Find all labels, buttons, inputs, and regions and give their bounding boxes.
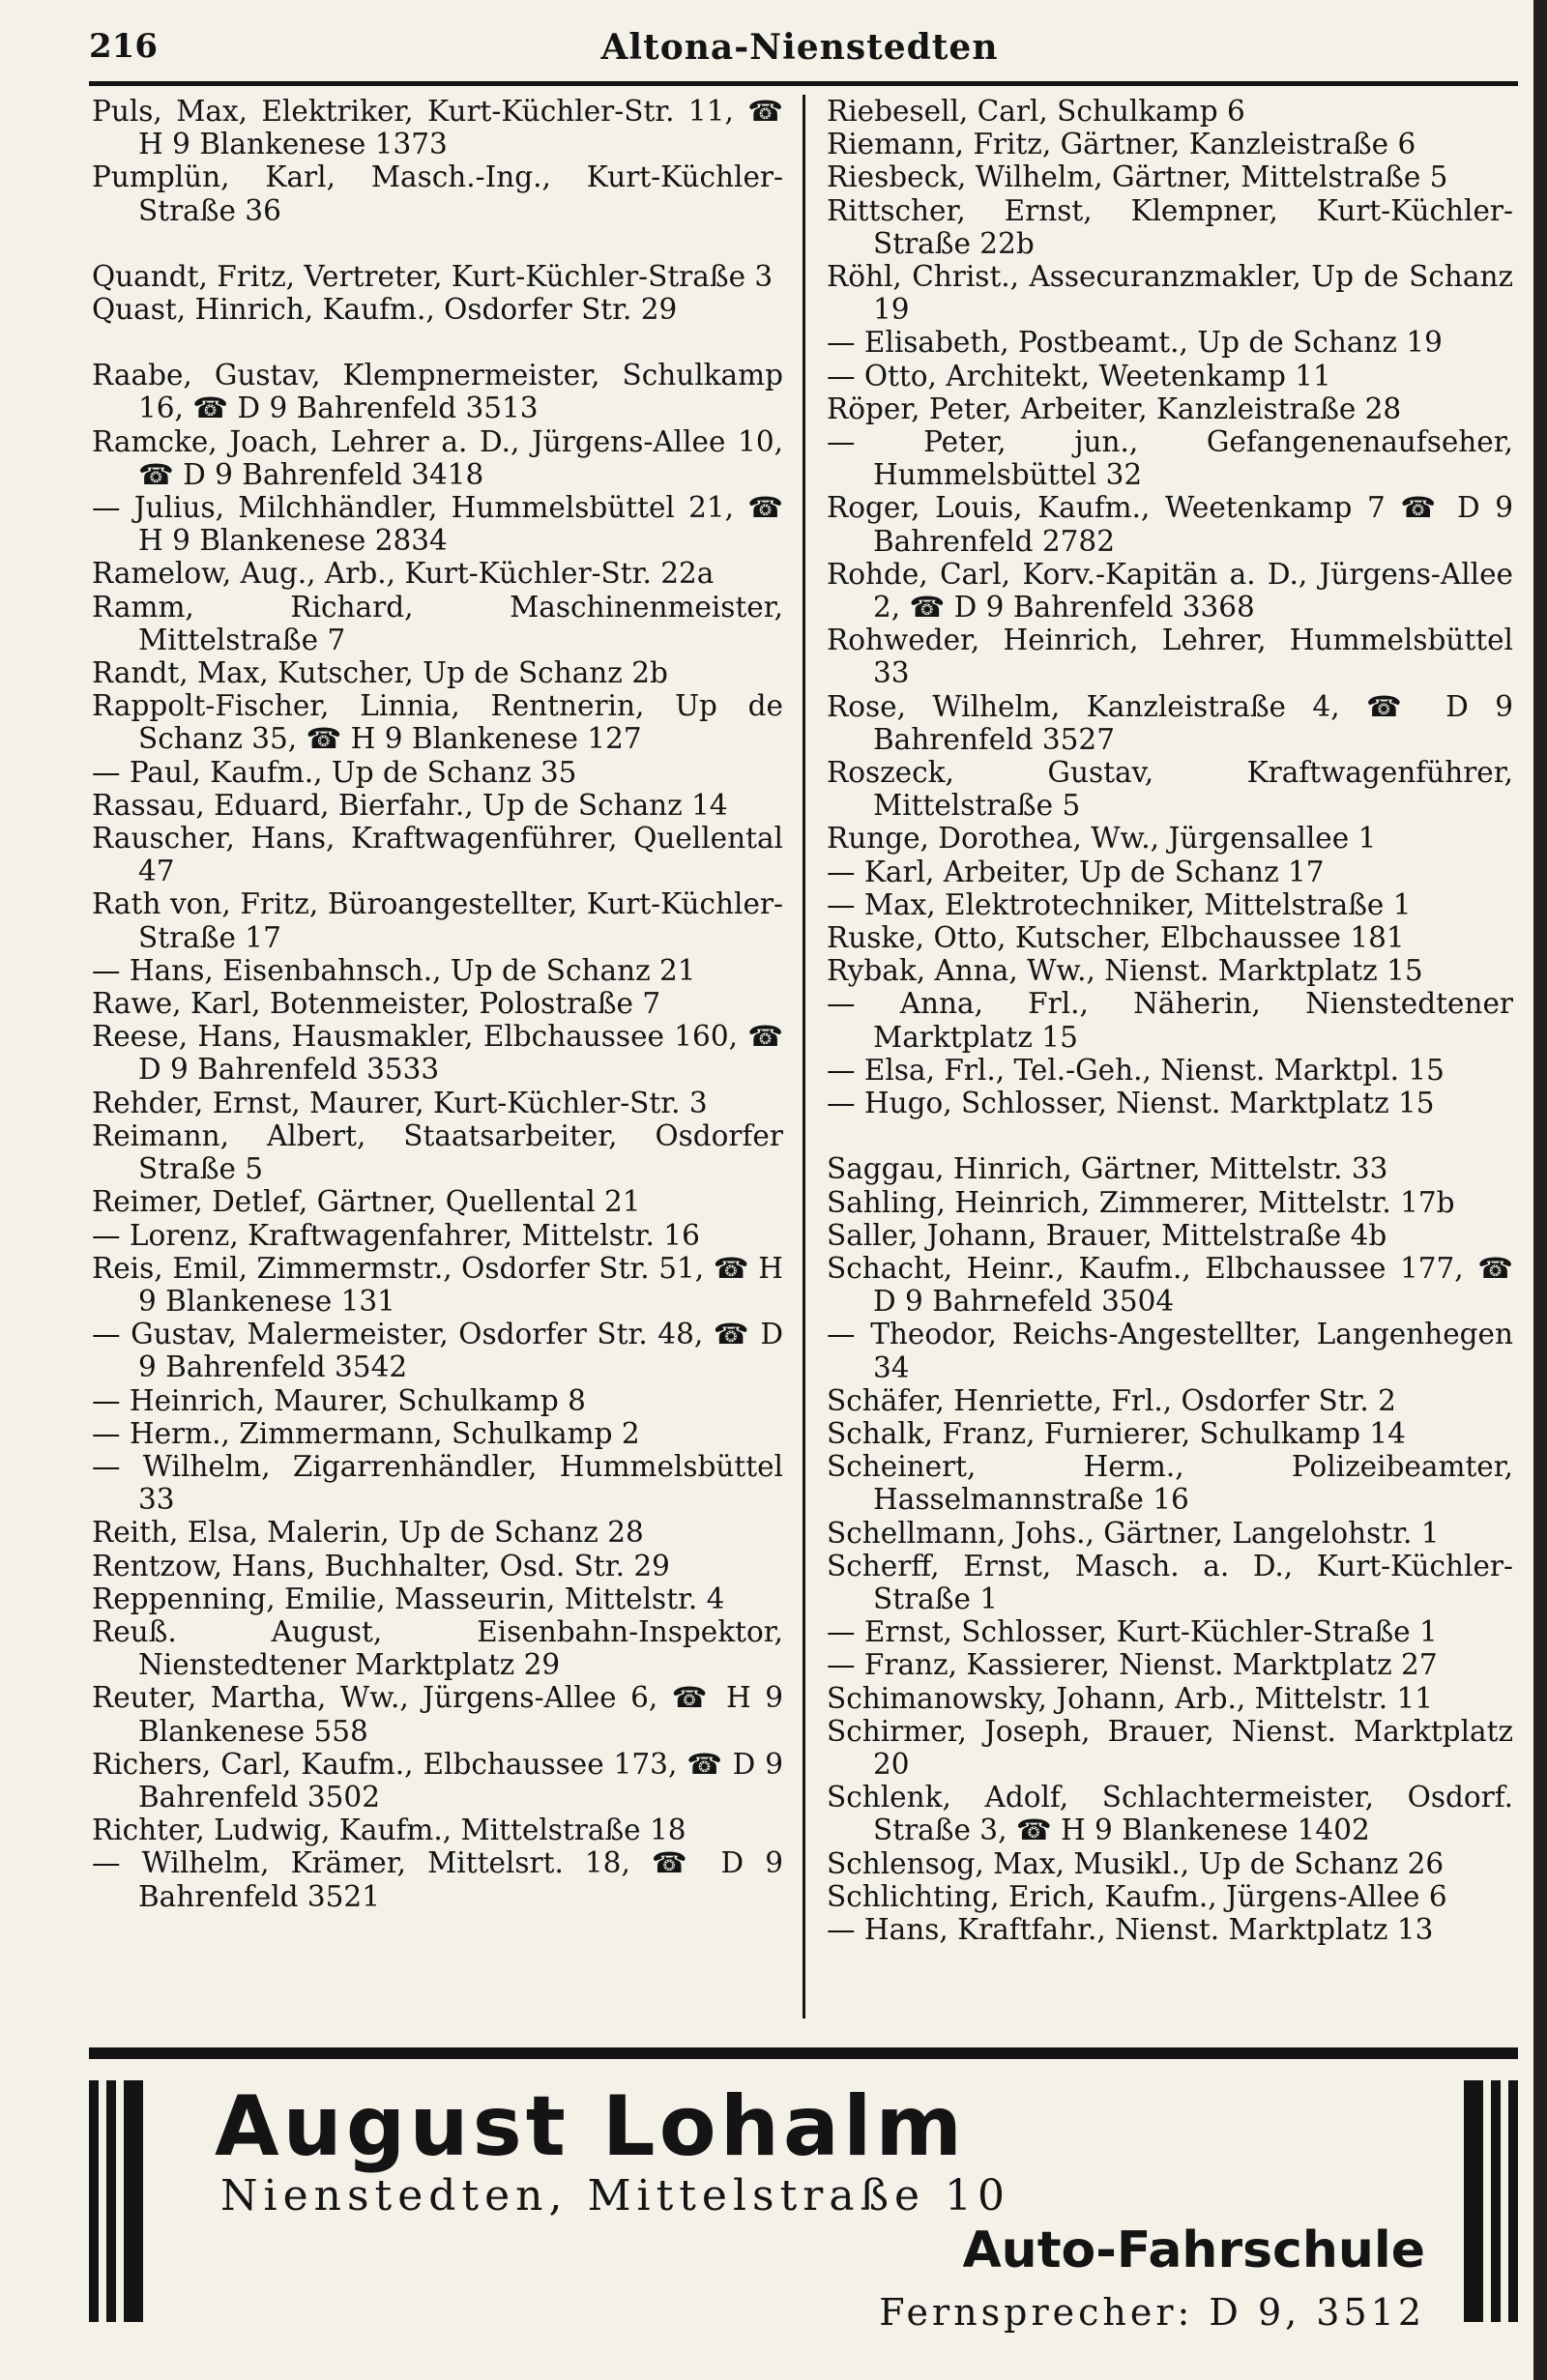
ad-left-bars <box>89 2080 147 2322</box>
directory-entry: — Heinrich, Maurer, Schulkamp 8 <box>92 1383 586 1417</box>
directory-entry: Riebesell, Carl, Schulkamp 6 <box>827 95 1245 128</box>
directory-entry: Richter, Ludwig, Kaufm., Mittelstraße 18 <box>92 1814 686 1847</box>
header-rule <box>89 81 1518 86</box>
directory-entry: Röper, Peter, Arbeiter, Kanzleistraße 28 <box>827 392 1402 425</box>
directory-entry: Scheinert, Herm., Polizeibeamter, Hasselmannstraße 16 <box>827 1450 1513 1517</box>
directory-entry: — Wilhelm, Krämer, Mittelsrt. 18, ☎ D 9 Bahrenfeld 3521 <box>92 1846 783 1913</box>
page-number: 216 <box>89 27 158 66</box>
section-gap <box>92 227 783 260</box>
directory-entry: Reith, Elsa, Malerin, Up de Schanz 28 <box>92 1516 644 1550</box>
directory-entry: Quast, Hinrich, Kaufm., Osdorfer Str. 29 <box>92 293 678 327</box>
directory-entry: Rentzow, Hans, Buchhalter, Osd. Str. 29 <box>92 1549 670 1582</box>
directory-entry: Scherff, Ernst, Masch. a. D., Kurt-Küchler-Straße 1 <box>827 1549 1513 1615</box>
directory-entry: Schäfer, Henriette, Frl., Osdorfer Str. 2 <box>827 1383 1396 1417</box>
directory-entry: — Max, Elektrotechniker, Mittelstraße 1 <box>827 887 1412 921</box>
directory-entry: — Elisabeth, Postbeamt., Up de Schanz 19 <box>827 326 1443 360</box>
directory-entry: — Theodor, Reichs-Angestellter, Langenhegen 34 <box>827 1318 1513 1384</box>
page-header <box>89 27 1510 81</box>
directory-entry: Randt, Max, Kutscher, Up de Schanz 2b <box>92 656 668 690</box>
directory-entry: Raabe, Gustav, Klempnermeister, Schulkamp 16, ☎ D 9 Bahrenfeld 3513 <box>92 359 783 425</box>
directory-entry: Schellmann, Johs., Gärtner, Langelohstr. 1 <box>827 1516 1440 1550</box>
directory-entry: Reese, Hans, Hausmakler, Elbchaussee 160, ☎ D 9 Bahrenfeld 3533 <box>92 1020 783 1087</box>
directory-entry: Schlenk, Adolf, Schlachtermeister, Osdorf. Straße 3, ☎ H 9 Blankenese 1402 <box>827 1781 1513 1847</box>
directory-entry: Pumplün, Karl, Masch.-Ing., Kurt-Küchler-Straße 36 <box>92 160 783 227</box>
directory-entry: Roger, Louis, Kaufm., Weetenkamp 7 ☎ D 9 Bahrenfeld 2782 <box>827 491 1513 558</box>
directory-entry: — Peter, jun., Gefangenenaufseher, Hummelsbüttel 32 <box>827 425 1513 492</box>
ad-business-name: August Lohalm <box>215 2078 967 2175</box>
directory-entry: — Julius, Milchhändler, Hummelsbüttel 21, ☎ H 9 Blankenese 2834 <box>92 491 783 558</box>
left-column <box>92 95 783 1913</box>
directory-entry: Rassau, Eduard, Bierfahr., Up de Schanz 14 <box>92 788 728 822</box>
directory-entry: Schlichting, Erich, Kaufm., Jürgens-Allee 6 <box>827 1879 1447 1913</box>
directory-entry: Röhl, Christ., Assecuranzmakler, Up de Schanz 19 <box>827 260 1513 327</box>
running-title: Altona-Nienstedten <box>600 27 999 68</box>
directory-entry: — Otto, Architekt, Weetenkamp 11 <box>827 359 1331 392</box>
directory-entry: — Karl, Arbeiter, Up de Schanz 17 <box>827 855 1325 888</box>
directory-entry: Saggau, Hinrich, Gärtner, Mittelstr. 33 <box>827 1152 1388 1186</box>
directory-entry: — Elsa, Frl., Tel.-Geh., Nienst. Marktpl. 15 <box>827 1053 1445 1087</box>
directory-entry: Schimanowsky, Johann, Arb., Mittelstr. 11 <box>827 1681 1433 1715</box>
directory-entry: — Hans, Eisenbahnsch., Up de Schanz 21 <box>92 953 696 987</box>
column-divider <box>803 95 805 2018</box>
directory-entry: — Anna, Frl., Näherin, Nienstedtener Marktplatz 15 <box>827 987 1513 1054</box>
ad-service: Auto-Fahrschule <box>962 2221 1425 2279</box>
directory-entry: Rehder, Ernst, Maurer, Kurt-Küchler-Str. 3 <box>92 1086 708 1119</box>
directory-entry: Riesbeck, Wilhelm, Gärtner, Mittelstraße 5 <box>827 160 1448 194</box>
directory-entry: Rittscher, Ernst, Klempner, Kurt-Küchler-Straße 22b <box>827 193 1513 260</box>
directory-entry: Ramm, Richard, Maschinenmeister, Mittelstraße 7 <box>92 590 783 656</box>
directory-entry: Reimann, Albert, Staatsarbeiter, Osdorfer Straße 5 <box>92 1118 783 1186</box>
directory-entry: — Wilhelm, Zigarrenhändler, Hummelsbüttel 33 <box>92 1449 783 1517</box>
directory-entry: — Hans, Kraftfahr., Nienst. Marktplatz 13 <box>827 1912 1434 1946</box>
directory-entry: Rappolt-Fischer, Linnia, Rentnerin, Up de Schanz 35, ☎ H 9 Blankenese 127 <box>92 689 783 756</box>
directory-entry: Richers, Carl, Kaufm., Elbchaussee 173, ☎ D 9 Bahrenfeld 3502 <box>92 1747 783 1814</box>
directory-entry: — Paul, Kaufm., Up de Schanz 35 <box>92 755 577 789</box>
directory-entry: Schlensog, Max, Musikl., Up de Schanz 26 <box>827 1846 1445 1880</box>
book-spine-edge <box>1533 0 1547 2380</box>
directory-entry: — Herm., Zimmermann, Schulkamp 2 <box>92 1416 640 1450</box>
right-column <box>827 95 1513 1946</box>
section-gap <box>827 1119 1513 1152</box>
ad-phone: Fernsprecher: D 9, 3512 <box>879 2291 1425 2334</box>
ad-right-bars <box>1460 2080 1518 2322</box>
directory-entry: — Hugo, Schlosser, Nienst. Marktplatz 15 <box>827 1087 1435 1120</box>
directory-entry: Rauscher, Hans, Kraftwagenführer, Quellental 47 <box>92 822 783 888</box>
directory-entry: Saller, Johann, Brauer, Mittelstraße 4b <box>827 1218 1387 1252</box>
directory-entry: — Ernst, Schlosser, Kurt-Küchler-Straße 1 <box>827 1615 1438 1649</box>
advertisement <box>89 2069 1518 2359</box>
directory-entry: Riemann, Fritz, Gärtner, Kanzleistraße 6 <box>827 128 1416 161</box>
directory-entry: — Gustav, Malermeister, Osdorfer Str. 48, ☎ D 9 Bahrenfeld 3542 <box>92 1318 783 1384</box>
directory-entry: Reppenning, Emilie, Masseurin, Mittelstr. 4 <box>92 1582 725 1615</box>
directory-entry: Puls, Max, Elektriker, Kurt-Küchler-Str. 11, ☎ H 9 Blankenese 1373 <box>92 95 783 161</box>
directory-entry: Reimer, Detlef, Gärtner, Quellental 21 <box>92 1185 641 1219</box>
directory-entry: Rybak, Anna, Ww., Nienst. Marktplatz 15 <box>827 954 1423 988</box>
directory-entry: Schirmer, Joseph, Brauer, Nienst. Marktplatz 20 <box>827 1714 1513 1781</box>
directory-entry: Ramelow, Aug., Arb., Kurt-Küchler-Str. 22a <box>92 557 715 591</box>
directory-entry: — Lorenz, Kraftwagenfahrer, Mittelstr. 16 <box>92 1218 700 1252</box>
directory-entry: Reis, Emil, Zimmermstr., Osdorfer Str. 51, ☎ H 9 Blankenese 131 <box>92 1251 783 1318</box>
directory-entry: Sahling, Heinrich, Zimmerer, Mittelstr. 17b <box>827 1185 1455 1219</box>
section-gap <box>92 326 783 359</box>
advertisement-rule <box>89 2047 1518 2059</box>
directory-entry: Reuß. August, Eisenbahn-Inspektor, Nienstedtener Marktplatz 29 <box>92 1614 783 1682</box>
directory-entry: Reuter, Martha, Ww., Jürgens-Allee 6, ☎ H 9 Blankenese 558 <box>92 1681 783 1748</box>
directory-entry: Rose, Wilhelm, Kanzleistraße 4, ☎ D 9 Bahrenfeld 3527 <box>827 689 1513 756</box>
directory-entry: Rawe, Karl, Botenmeister, Polostraße 7 <box>92 987 661 1021</box>
directory-entry: Rath von, Fritz, Büroangestellter, Kurt-Küchler-Straße 17 <box>92 887 783 954</box>
directory-entry: Rohde, Carl, Korv.-Kapitän a. D., Jürgens-Allee 2, ☎ D 9 Bahrenfeld 3368 <box>827 557 1513 624</box>
directory-entry: Quandt, Fritz, Vertreter, Kurt-Küchler-Straße 3 <box>92 259 774 293</box>
directory-entry: Ruske, Otto, Kutscher, Elbchaussee 181 <box>827 921 1405 955</box>
directory-entry: Schacht, Heinr., Kaufm., Elbchaussee 177, ☎ D 9 Bahrnefeld 3504 <box>827 1251 1513 1319</box>
directory-entry: Rohweder, Heinrich, Lehrer, Hummelsbüttel 33 <box>827 624 1513 690</box>
directory-entry: Runge, Dorothea, Ww., Jürgensallee 1 <box>827 822 1377 856</box>
directory-entry: Schalk, Franz, Furnierer, Schulkamp 14 <box>827 1416 1406 1450</box>
directory-entry: Ramcke, Joach, Lehrer a. D., Jürgens-Allee 10, ☎ D 9 Bahrenfeld 3418 <box>92 424 783 491</box>
ad-address: Nienstedten, Mittelstraße 10 <box>220 2171 1010 2220</box>
directory-entry: — Franz, Kassierer, Nienst. Marktplatz 27 <box>827 1648 1438 1682</box>
directory-entry: Roszeck, Gustav, Kraftwagenführer, Mittelstraße 5 <box>827 756 1513 823</box>
